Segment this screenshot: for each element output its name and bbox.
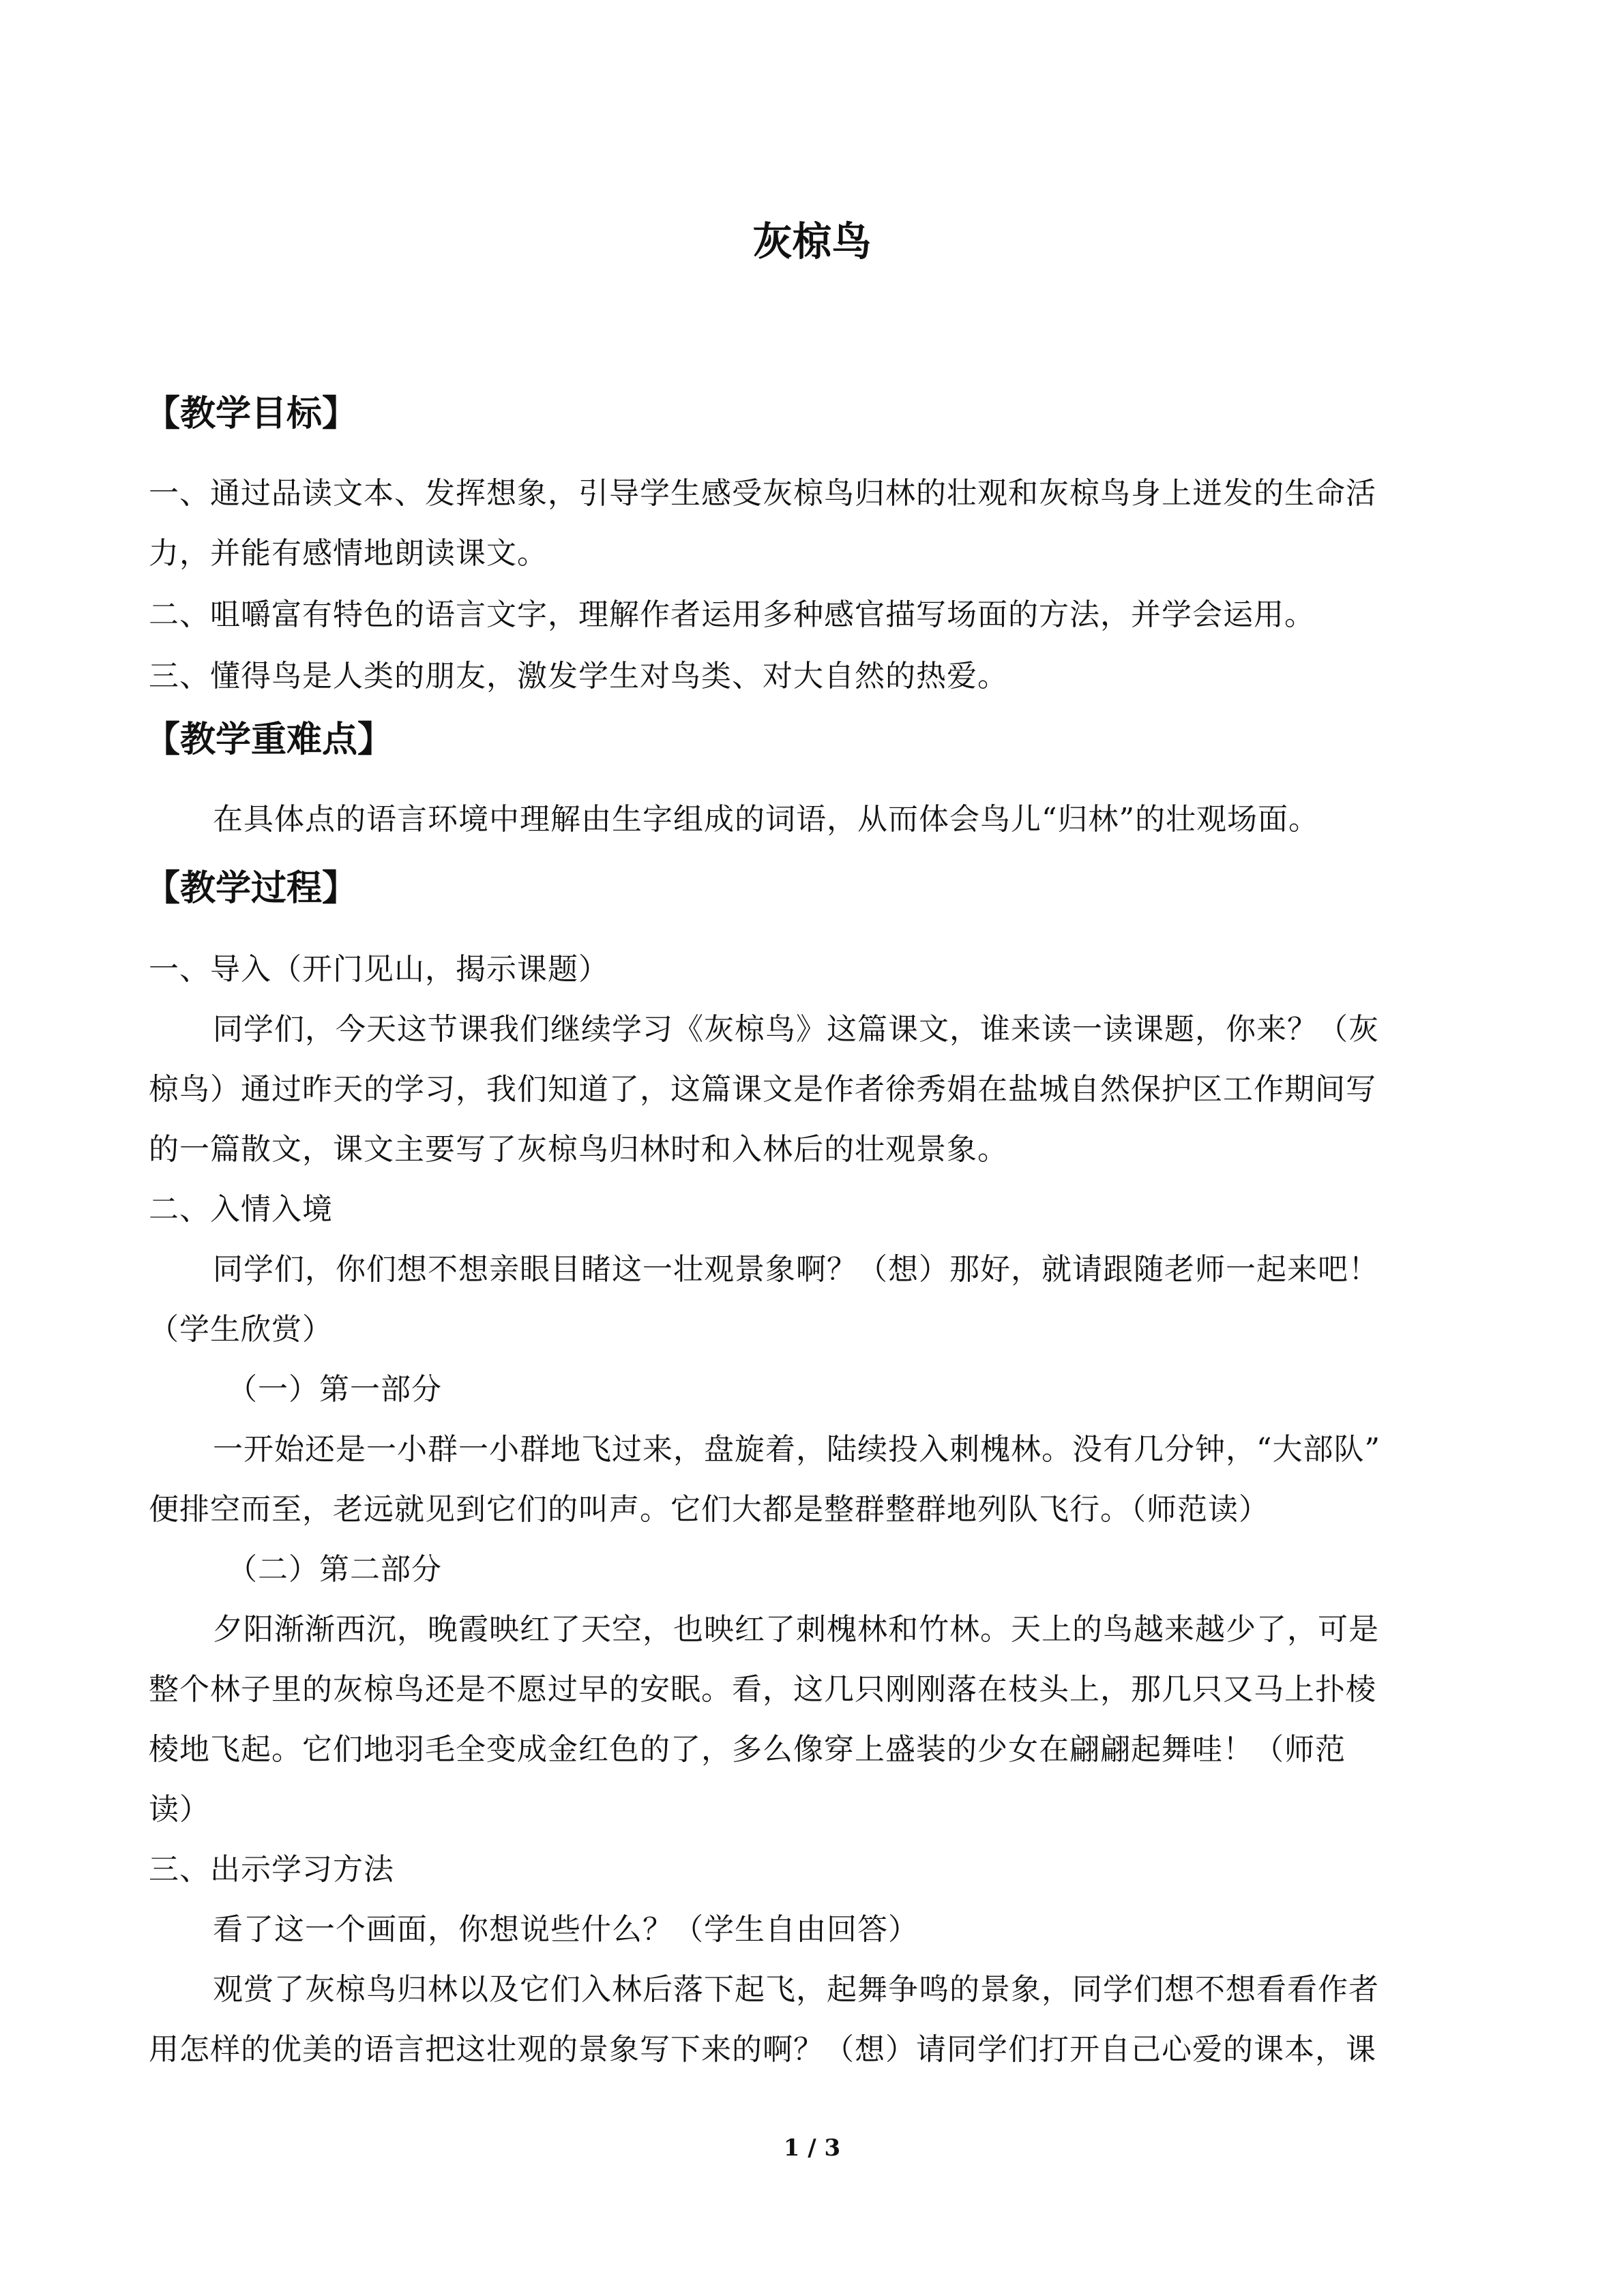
process-line: 棱地飞起。它们地羽毛全变成金红色的了，多么像穿上盛装的少女在翩翩起舞哇！（师范 bbox=[149, 1732, 1346, 1767]
heading-keypoints: 【教学重难点】 bbox=[145, 719, 394, 760]
page-number: 1 / 3 bbox=[783, 2134, 841, 2162]
process-line: 便排空而至，老远就见到它们的叫声。它们大都是整群整群地列队飞行。（师范读） bbox=[149, 1492, 1269, 1527]
process-line: 三、出示学习方法 bbox=[149, 1852, 394, 1887]
process-line: 读） bbox=[149, 1792, 210, 1827]
keypoint-line: 在具体点的语言环境中理解由生字组成的词语，从而体会鸟儿“归林”的壮观场面。 bbox=[213, 802, 1319, 837]
process-line: 用怎样的优美的语言把这壮观的景象写下来的啊？（想）请同学们打开自己心爱的课本，课 bbox=[149, 2032, 1376, 2067]
process-line: 整个林子里的灰椋鸟还是不愿过早的安眠。看，这几只刚刚落在枝头上，那几只又马上扑棱 bbox=[149, 1672, 1376, 1707]
objective-line: 三、懂得鸟是人类的朋友，激发学生对鸟类、对大自然的热爱。 bbox=[149, 659, 1008, 694]
process-line: （学生欣赏） bbox=[149, 1312, 333, 1347]
process-line: （二）第二部分 bbox=[227, 1552, 442, 1587]
process-line: 同学们，今天这节课我们继续学习《灰椋鸟》这篇课文，谁来读一读课题，你来？（灰 bbox=[213, 1012, 1379, 1047]
process-line: 同学们，你们想不想亲眼目睹这一壮观景象啊？（想）那好，就请跟随老师一起来吧！ bbox=[213, 1252, 1379, 1287]
heading-process: 【教学过程】 bbox=[145, 868, 358, 909]
process-line: 一、导入（开门见山，揭示课题） bbox=[149, 952, 609, 987]
objective-line: 一、通过品读文本、发挥想象，引导学生感受灰椋鸟归林的壮观和灰椋鸟身上迸发的生命活 bbox=[149, 476, 1376, 511]
process-line: 椋鸟）通过昨天的学习，我们知道了，这篇课文是作者徐秀娟在盐城自然保护区工作期间写 bbox=[149, 1072, 1376, 1107]
objective-line: 力，并能有感情地朗读课文。 bbox=[149, 536, 548, 571]
process-line: 观赏了灰椋鸟归林以及它们入林后落下起飞，起舞争鸣的景象，同学们想不想看看作者 bbox=[213, 1972, 1379, 2007]
document-title: 灰椋鸟 bbox=[752, 218, 872, 265]
process-line: 夕阳渐渐西沉，晚霞映红了天空，也映红了刺槐林和竹林。天上的鸟越来越少了，可是 bbox=[213, 1612, 1379, 1647]
process-line: 一开始还是一小群一小群地飞过来，盘旋着，陆续投入刺槐林。没有几分钟，“大部队” bbox=[213, 1432, 1381, 1467]
process-line: 二、入情入境 bbox=[149, 1192, 333, 1227]
heading-objectives: 【教学目标】 bbox=[145, 393, 358, 434]
process-line: （一）第一部分 bbox=[227, 1372, 442, 1407]
process-line: 看了这一个画面，你想说些什么？（学生自由回答） bbox=[213, 1912, 919, 1947]
objective-line: 二、咀嚼富有特色的语言文字，理解作者运用多种感官描写场面的方法，并学会运用。 bbox=[149, 597, 1315, 632]
process-line: 的一篇散文，课文主要写了灰椋鸟归林时和入林后的壮观景象。 bbox=[149, 1132, 1008, 1167]
